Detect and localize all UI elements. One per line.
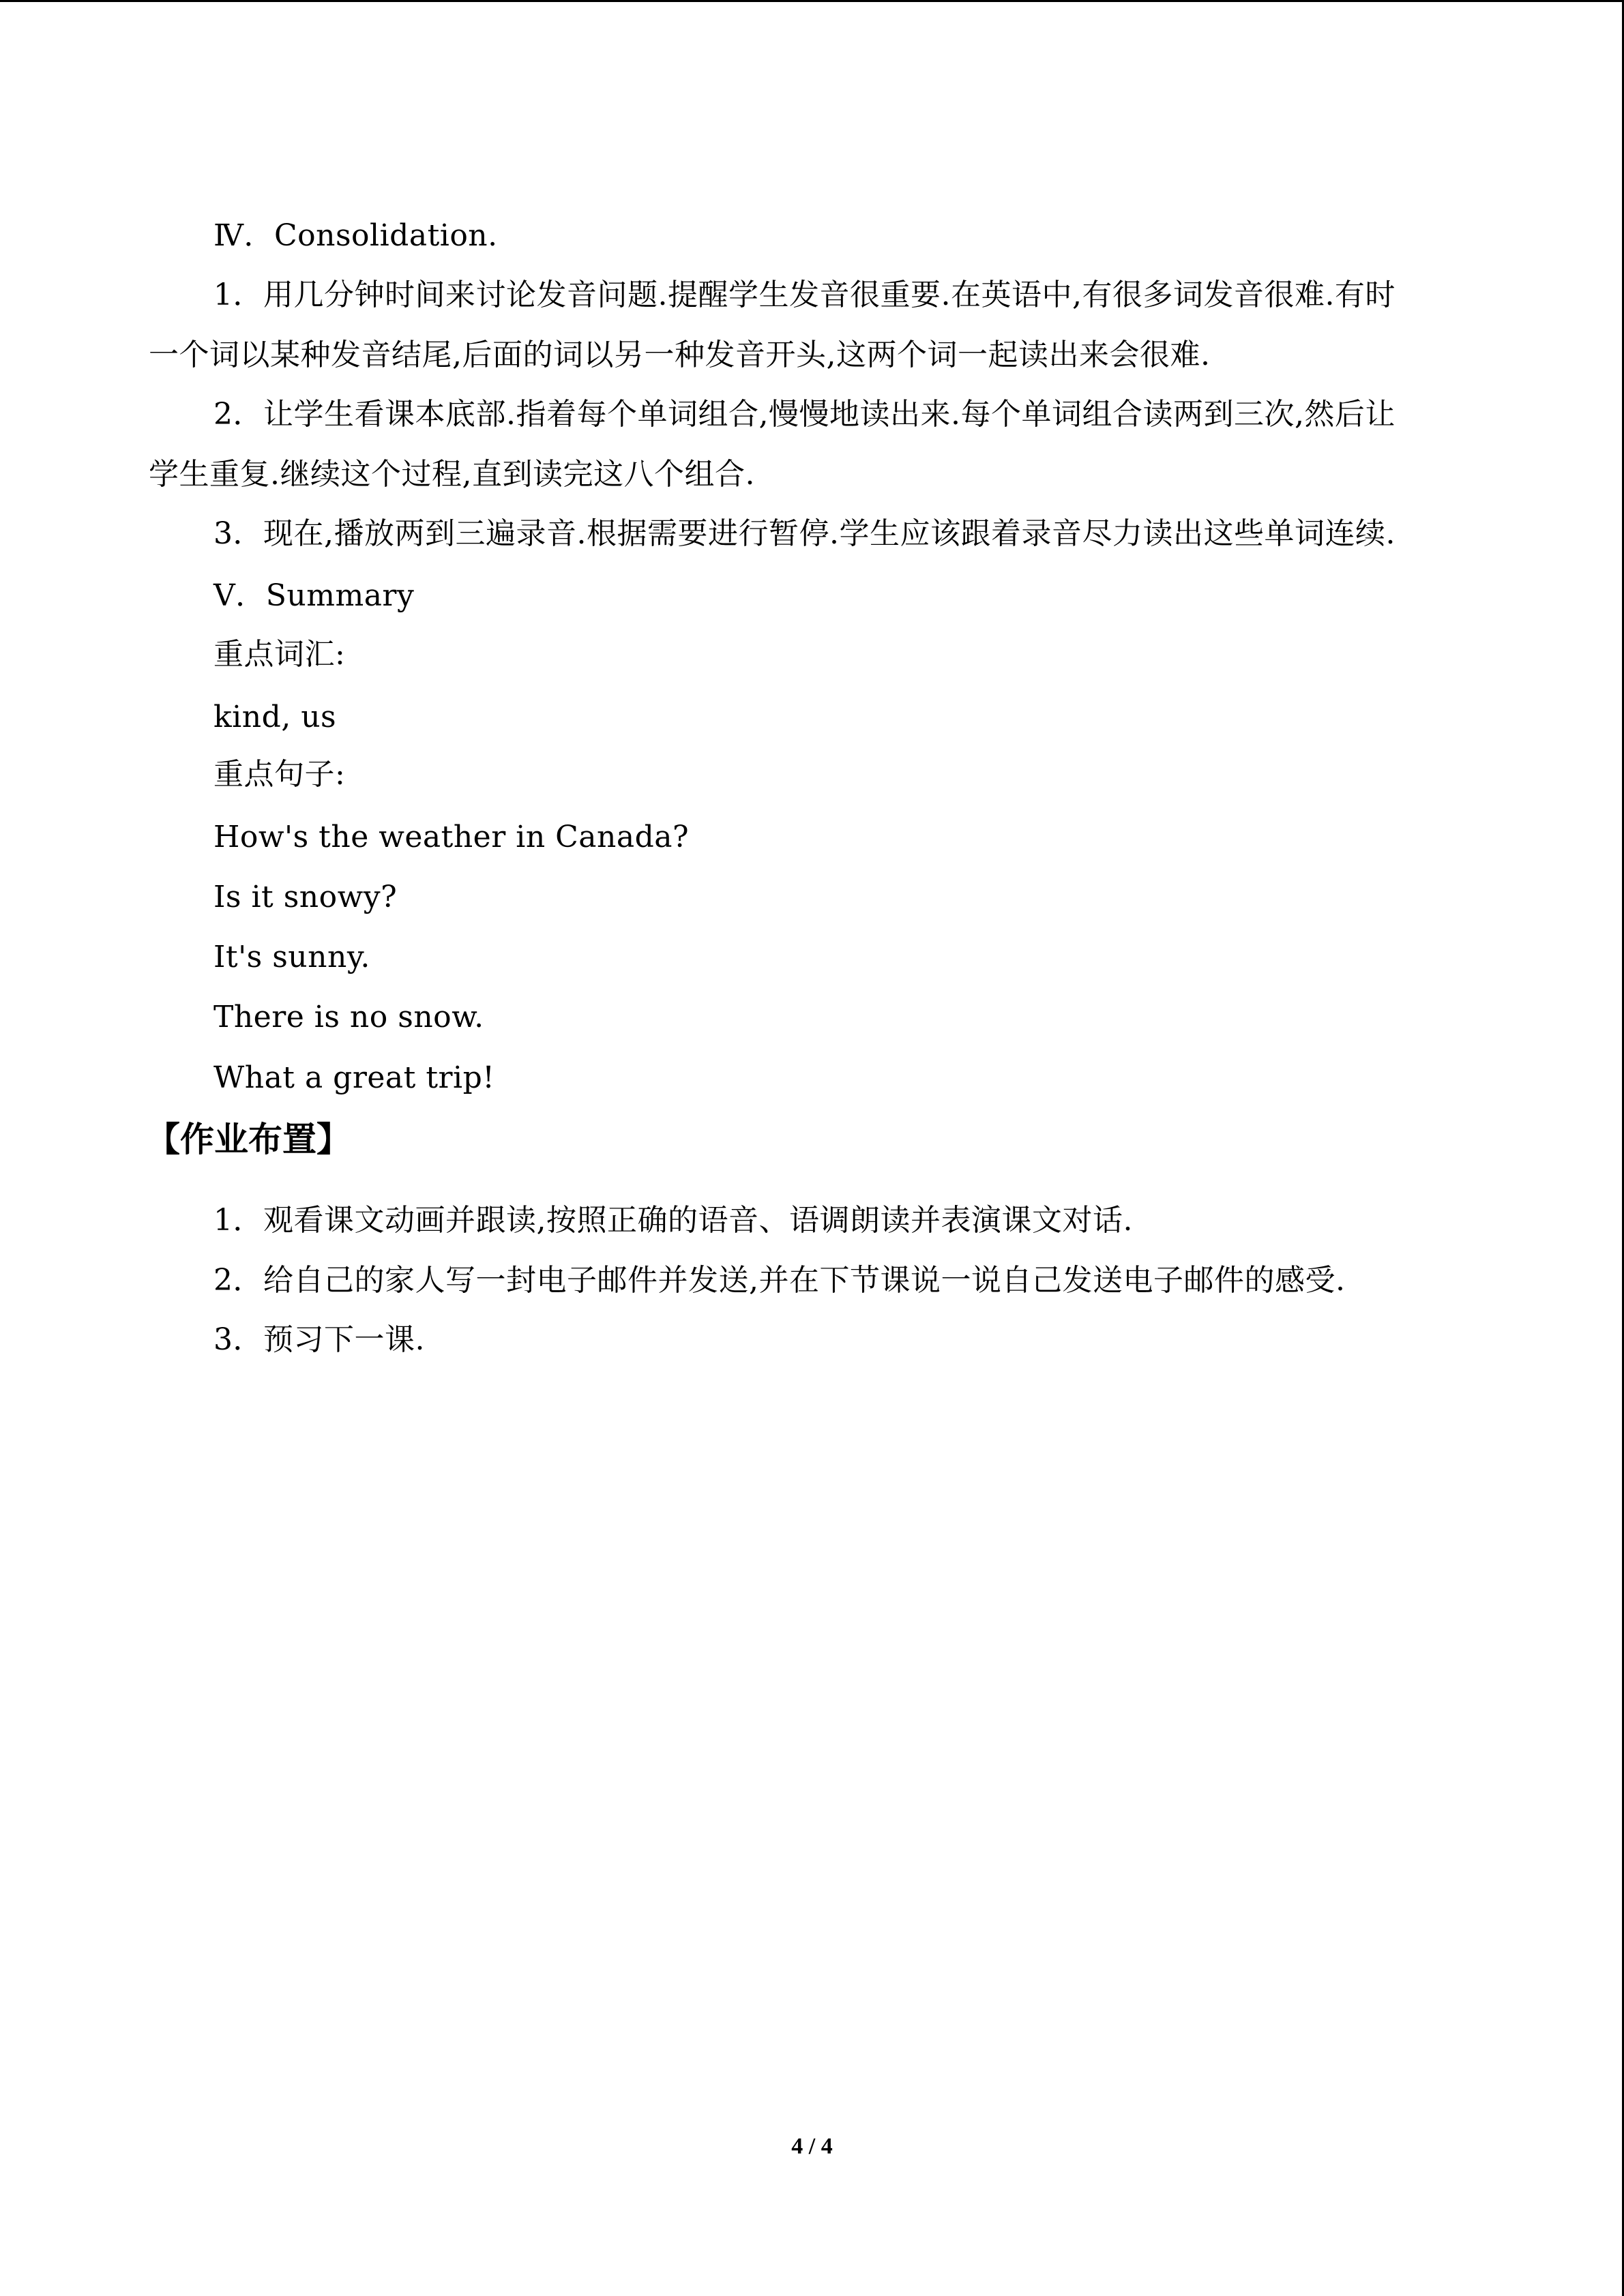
consolidation-item-1-line-1: 1．用几分钟时间来讨论发音问题.提醒学生发音很重要.在英语中,有很多词发音很难.有时: [213, 278, 1396, 312]
summary-sentence: It's sunny.: [213, 940, 370, 974]
homework-heading: 【作业布置】: [146, 1120, 351, 1159]
consolidation-item-3: 3．现在,播放两到三遍录音.根据需要进行暂停.学生应该跟着录音尽力读出这些单词连续.: [213, 516, 1396, 551]
consolidation-item-2-line-2: 学生重复.继续这个过程,直到读完这八个组合.: [149, 457, 755, 492]
summary-vocab-label: 重点词汇:: [213, 637, 346, 672]
summary-sentence: There is no snow.: [213, 1000, 484, 1034]
summary-sentence: Is it snowy?: [213, 880, 398, 914]
consolidation-item-2-line-1: 2．让学生看课本底部.指着每个单词组合,慢慢地读出来.每个单词组合读两到三次,然后让: [213, 397, 1396, 432]
homework-item-1: 1．观看课文动画并跟读,按照正确的语音、语调朗读并表演课文对话.: [213, 1203, 1133, 1238]
summary-sentences-label: 重点句子:: [213, 757, 346, 792]
summary-heading: Ⅴ．Summary: [213, 578, 415, 613]
summary-sentence: How's the weather in Canada?: [213, 820, 690, 854]
consolidation-item-1-line-2: 一个词以某种发音结尾,后面的词以另一种发音开头,这两个词一起读出来会很难.: [149, 338, 1211, 372]
summary-sentence: What a great trip!: [213, 1060, 495, 1095]
consolidation-heading: Ⅳ．Consolidation.: [213, 218, 498, 253]
summary-vocab: kind, us: [213, 700, 337, 734]
homework-item-3: 3．预习下一课.: [213, 1322, 425, 1357]
homework-item-2: 2．给自己的家人写一封电子邮件并发送,并在下节课说一说自己发送电子邮件的感受.: [213, 1263, 1346, 1298]
page-number: 4 / 4: [791, 2134, 833, 2159]
